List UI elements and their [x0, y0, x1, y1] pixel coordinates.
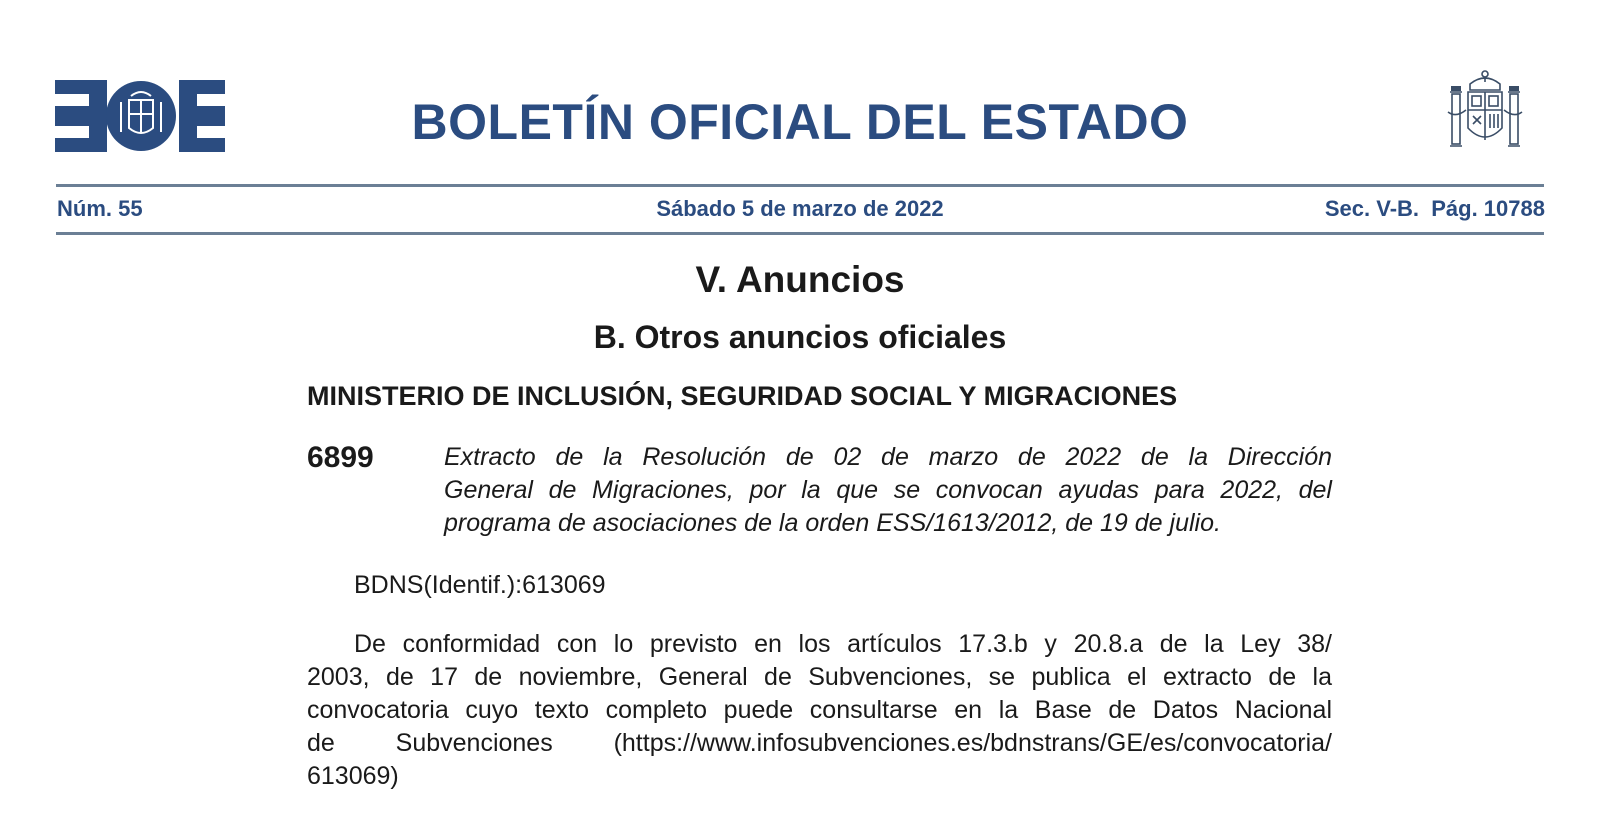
announcement-title: [444, 441, 1332, 540]
body-line: 613069): [307, 762, 399, 790]
body-line: De conformidad con lo previsto en los artículos 17.3.b y 20.8.a de la Ley 38/: [354, 630, 1332, 658]
ministry-heading: MINISTERIO DE INCLUSIÓN, SEGURIDAD SOCIAL Y MIGRACIONES: [307, 381, 1178, 411]
announcement-number: 6899: [307, 441, 374, 474]
announcement-title-line: programa de asociaciones de la orden ESS/1613/2012, de 19 de julio.: [444, 509, 1221, 537]
section-title: V. Anuncios: [695, 259, 905, 300]
header-rule-bottom: [56, 232, 1544, 235]
coat-of-arms-icon: [1446, 68, 1524, 156]
section-subtitle: B. Otros anuncios oficiales: [593, 319, 1007, 355]
masthead-title: BOLETÍN OFICIAL DEL ESTADO: [411, 94, 1189, 150]
body-paragraph: [307, 628, 1332, 793]
section-page: Sec. V-B. Pág. 10788: [1324, 196, 1545, 221]
header-rule-top: [56, 184, 1544, 187]
issue-number: Núm. 55: [57, 196, 143, 221]
bdns-identifier: BDNS(Identif.):613069: [354, 571, 606, 599]
issue-date: Sábado 5 de marzo de 2022: [656, 196, 944, 221]
body-line: 2003, de 17 de noviembre, General de Subvenciones, se publica el extracto de la: [307, 663, 1332, 691]
announcement-title-line: General de Migraciones, por la que se convocan ayudas para 2022, del: [444, 476, 1332, 504]
body-line: convocatoria cuyo texto completo puede consultarse en la Base de Datos Nacional: [307, 696, 1332, 724]
announcement-title-line: Extracto de la Resolución de 02 de marzo de 2022 de la Dirección: [444, 443, 1332, 471]
body-line: de Subvenciones (https://www.infosubvenciones.es/bdnstrans/GE/es/convocatoria/: [307, 729, 1332, 757]
